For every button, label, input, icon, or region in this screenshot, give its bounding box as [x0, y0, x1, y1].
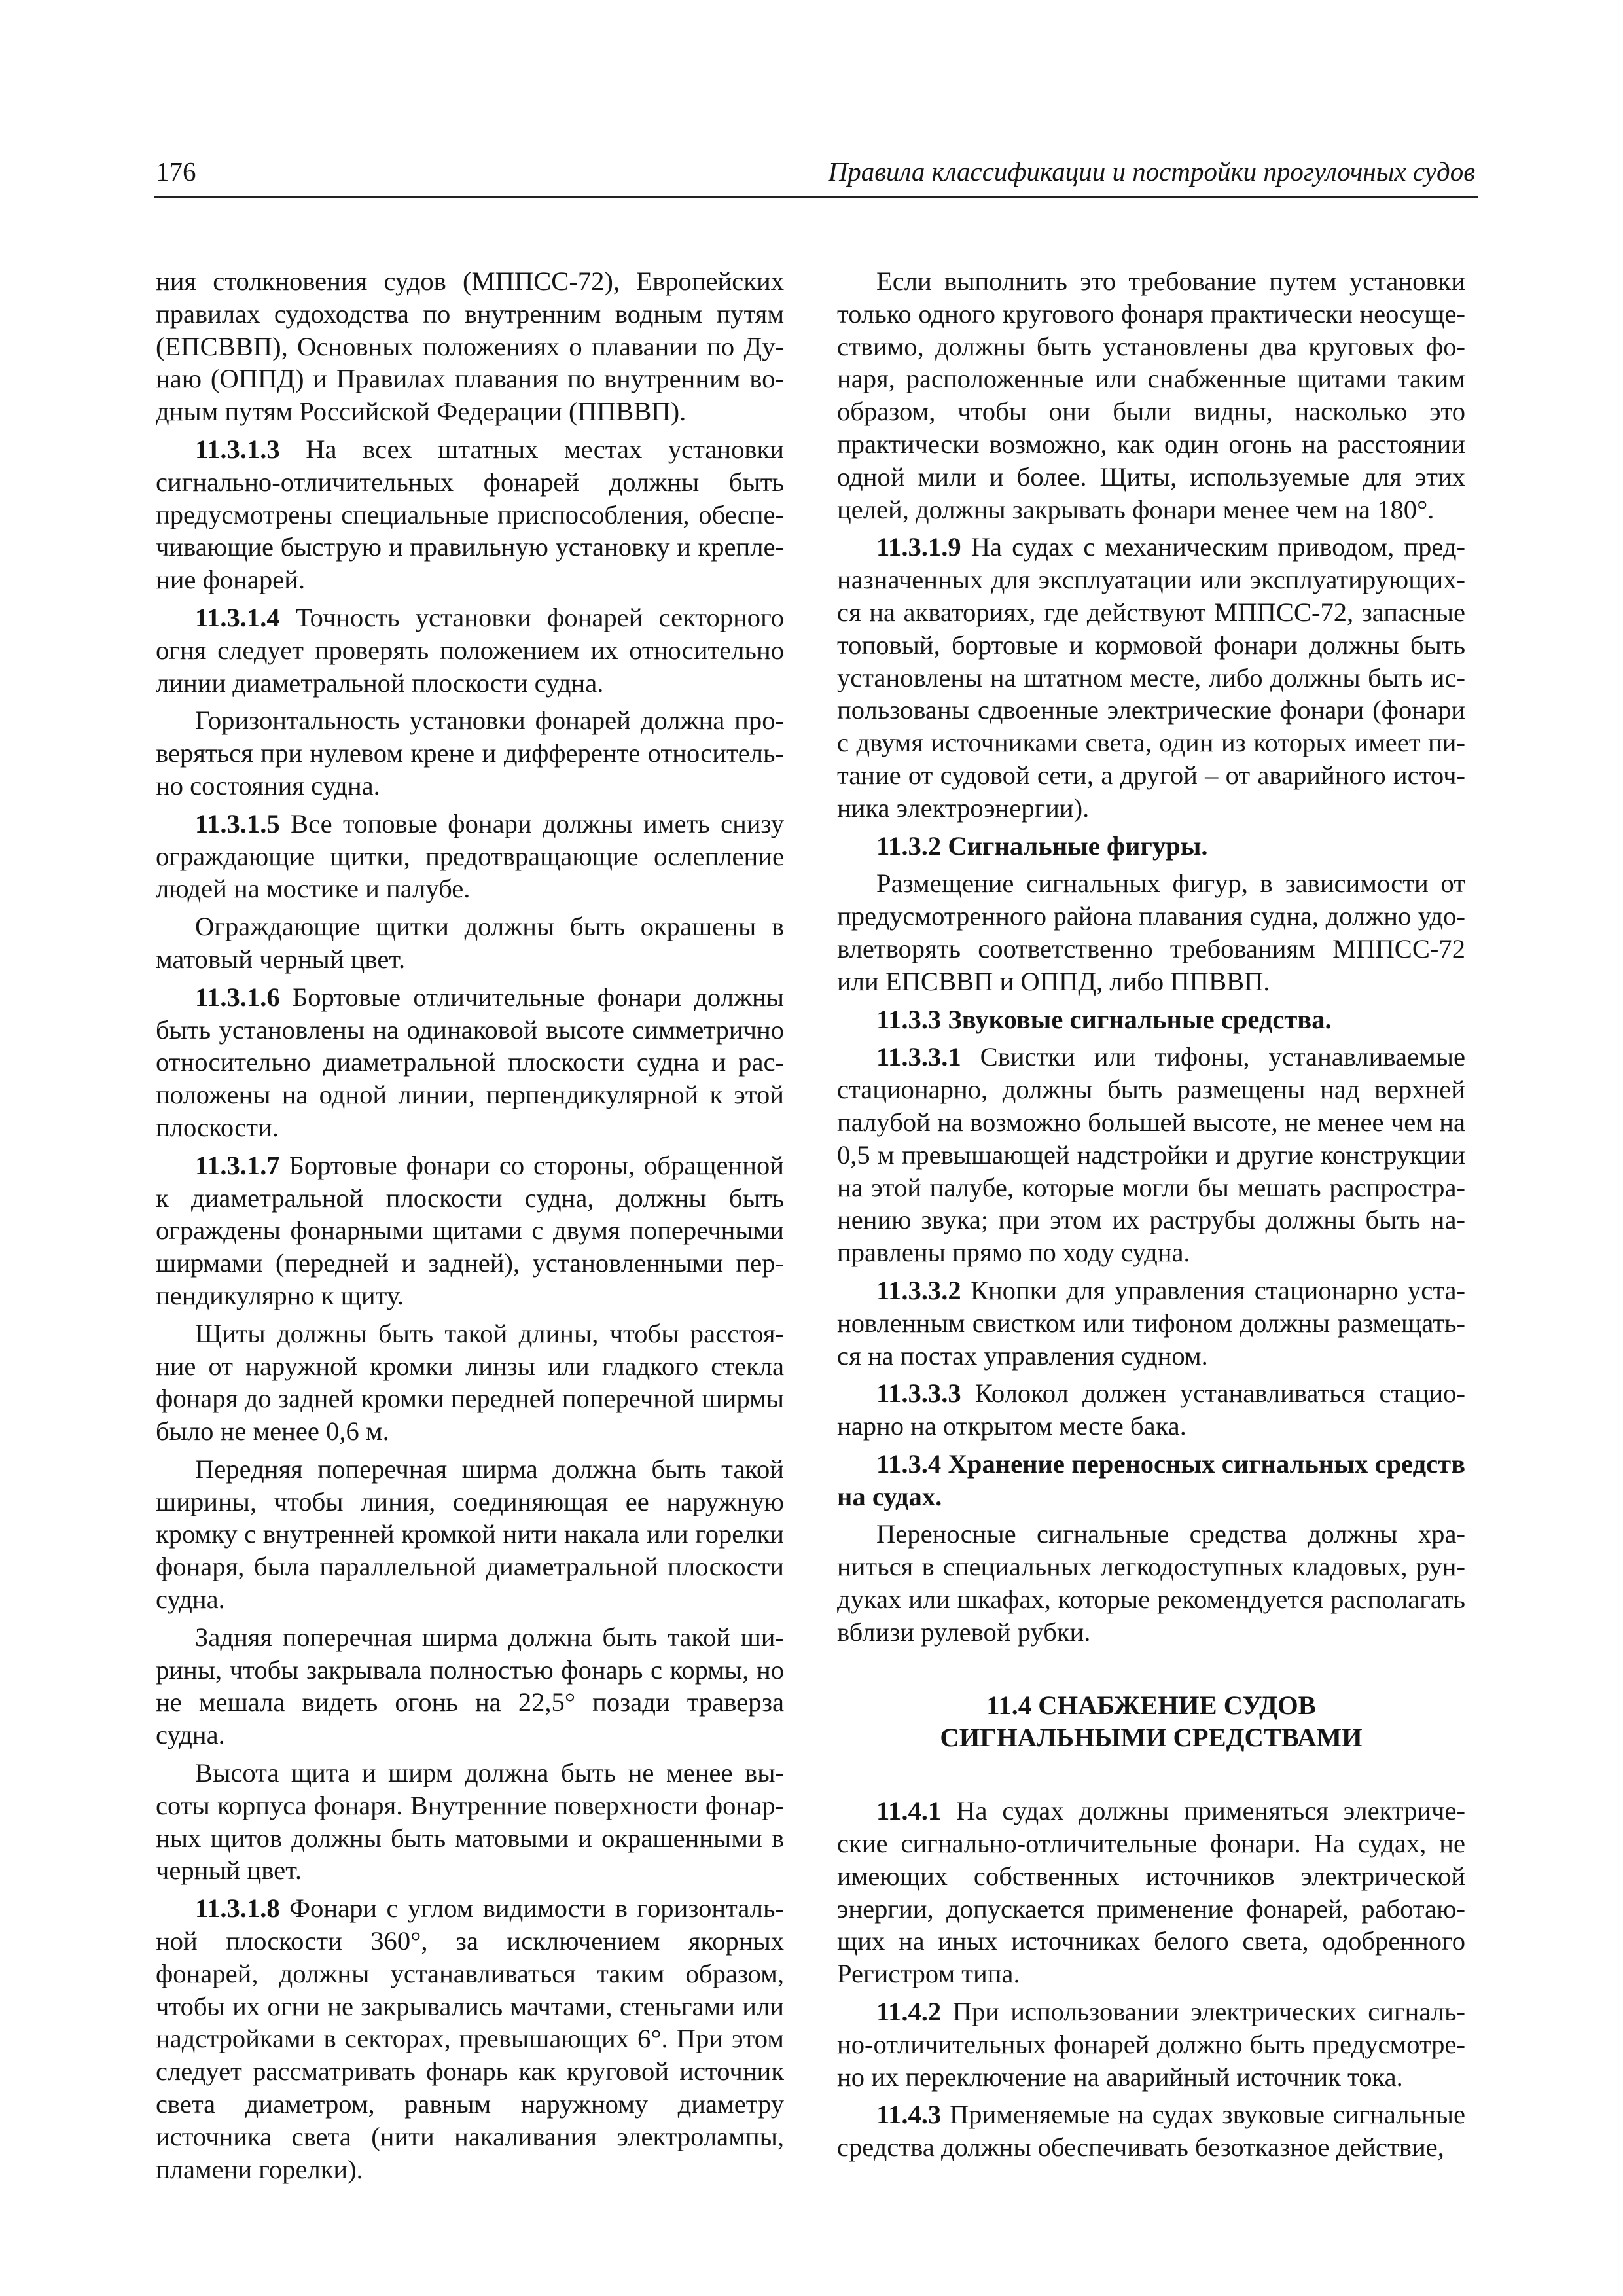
- clause-number: 11.3.3: [876, 1004, 942, 1034]
- clause-number: 11.3.1.5: [195, 808, 280, 838]
- clause-number: 11.3.3.2: [876, 1275, 961, 1305]
- section-title: [837, 1689, 1465, 1755]
- clause-number: 11.4.3: [876, 2100, 942, 2130]
- clause-number: 11.3.4: [876, 1448, 942, 1479]
- paragraph: Щиты должны быть такой длины, чтобы расстояние от наружной кромки линзы или гладкого стекла фонаря до задней кромки передней поперечной ширмы было не менее 0,6 м.: [156, 1318, 784, 1446]
- paragraph: 11.3.1.8 Фонари с углом видимости в горизонтальной плоскости 360°, за исключением якорных фонарей, должны устанавливаться таким образом, чтобы их огни не закрывались мачтами, стеньгами или надстройками в секторах, превышающих 6°. При этом следует рассматривать фонарь как круговой источник света диаметром, равным наружному диаметру источника света (нити накаливания электролампы, пламени горелки).: [156, 1893, 784, 2184]
- running-title: Правила классификации и постройки прогулочных судов: [828, 156, 1475, 187]
- page-number: 176: [156, 156, 196, 187]
- paragraph: 11.4.2 При использовании электрических сигнально-отличительных фонарей должно быть предусмотрено их переключение на аварийный источник тока.: [837, 1997, 1465, 2092]
- page-header: [154, 154, 1478, 198]
- paragraph: 11.4.3 Применяемые на судах звуковые сигнальные средства должны обеспечивать безотказное действие,: [837, 2100, 1465, 2162]
- paragraph: 11.3.1.9 На судах с механическим приводом, предназначенных для эксплуатации или эксплуатирующихся на акваториях, где действуют МППСС-72, запасные топовый, бортовые и кормовой фонари должны быть установлены на штатном месте, либо должны быть использованы сдвоенные электрические фонари (фонари с двумя источниками света, один из которых имеет питание от судовой сети, а другой – от аварийного источника электроэнергии).: [837, 532, 1465, 823]
- paragraph: 11.3.3.3 Колокол должен устанавливаться стационарно на открытом месте бака.: [837, 1378, 1465, 1441]
- paragraph: 11.3.1.4 Точность установки фонарей секторного огня следует проверять положением их относительно линии диаметральной плоскости судна.: [156, 602, 784, 698]
- subsection-heading: 11.3.3 Звуковые сигнальные средства.: [876, 1004, 1332, 1034]
- paragraph: 11.3.1.3 На всех штатных местах установки сигнально-отличительных фонарей должны быть предусмотрены специальные приспособления, обеспечивающие быструю и правильную установку и крепление фонарей.: [156, 434, 784, 595]
- paragraph: Передняя поперечная ширма должна быть такой ширины, чтобы линия, соединяющая ее наружную кромку с внутренней кромкой нити накала или горелки фонаря, была параллельной диаметральной плоскости судна.: [156, 1454, 784, 1615]
- section-title-line-1: 11.4 СНАБЖЕНИЕ СУДОВ: [986, 1690, 1316, 1720]
- paragraph: 11.3.1.6 Бортовые отличительные фонари должны быть установлены на одинаковой высоте симметрично относительно диаметральной плоскости судна и расположены на одной линии, перпендикулярной к этой плоскости.: [156, 982, 784, 1142]
- clause-number: 11.3.1.3: [195, 434, 280, 464]
- section-title-line-2: СИГНАЛЬНЫМИ СРЕДСТВАМИ: [940, 1723, 1363, 1753]
- paragraph: 11.3.3.1 Свистки или тифоны, устанавливаемые стационарно, должны быть размещены над верхней палубой на возможно большей высоте, не менее чем на 0,5 м превышающей надстройки и другие конструкции на этой палубе, которые могли бы мешать распространению звука; при этом их раструбы должны быть направлены прямо по ходу судна.: [837, 1042, 1465, 1268]
- paragraph: 11.4.1 На судах должны применяться электрические сигнально-отличительные фонари. На судах, не имеющих собственных источников электрической энергии, допускается применение фонарей, работающих на иных источниках белого света, одобренного Регистром типа.: [837, 1796, 1465, 1989]
- paragraph: 11.3.1.7 Бортовые фонари со стороны, обращенной к диаметральной плоскости судна, должны быть ограждены фонарными щитами с двумя поперечными ширмами (передней и задней), установленными перпендикулярно к щиту.: [156, 1150, 784, 1310]
- paragraph: Переносные сигнальные средства должны храниться в специальных легкодоступных кладовых, рундуках или шкафах, которые рекомендуется располагать вблизи рулевой рубки.: [837, 1519, 1465, 1647]
- paragraph: Горизонтальность установки фонарей должна проверяться при нулевом крене и дифференте относительно состояния судна.: [156, 706, 784, 800]
- right-column: [837, 265, 1465, 2169]
- clause-number: 11.3.3.1: [876, 1042, 961, 1072]
- clause-number: 11.3.1.7: [195, 1150, 280, 1180]
- clause-number: 11.3.1.6: [195, 982, 280, 1012]
- subsection-heading: 11.3.2 Сигнальные фигуры.: [876, 831, 1208, 861]
- clause-number: 11.4.2: [876, 1997, 942, 2027]
- clause-number: 11.3.1.9: [876, 532, 961, 562]
- paragraph: 11.3.3.2 Кнопки для управления стационарно установленным свистком или тифоном должны размещаться на постах управления судном.: [837, 1275, 1465, 1371]
- paragraph: Ограждающие щитки должны быть окрашены в матовый черный цвет.: [156, 912, 784, 974]
- clause-number: 11.4.1: [876, 1796, 942, 1826]
- paragraph: Высота щита и ширм должна быть не менее высоты корпуса фонаря. Внутренние поверхности фонарных щитов должны быть матовыми и окрашенными в черный цвет.: [156, 1758, 784, 1886]
- clause-number: 11.3.3.3: [876, 1378, 961, 1408]
- clause-number: 11.3.2: [876, 831, 942, 861]
- paragraph: Размещение сигнальных фигур, в зависимости от предусмотренного района плавания судна, должно удовлетворять соответственно требованиям МППСС-72 или ЕПСВВП и ОППД, либо ППВВП.: [837, 869, 1465, 996]
- paragraph: 11.3.1.5 Все топовые фонари должны иметь снизу ограждающие щитки, предотвращающие ослепление людей на мостике и палубе.: [156, 808, 784, 904]
- clause-number: 11.3.1.8: [195, 1893, 280, 1924]
- clause-number: 11.3.1.4: [195, 602, 280, 632]
- paragraph: ния столкновения судов (МППСС-72), Европейских правилах судоходства по внутренним водным путям (ЕПСВВП), Основных положениях о плавании по Дунаю (ОППД) и Правилах плавания по внутренним водным путям Российской Федерации (ППВВП).: [156, 266, 784, 427]
- paragraph: Если выполнить это требование путем установки только одного кругового фонаря практически неосуществимо, должны быть установлены два круговых фонаря, расположенные или снабженные щитами таким образом, чтобы они были видны, насколько это практически возможно, как один огонь на расстоянии одной мили и более. Щиты, используемые для этих целей, должны закрывать фонари менее чем на 180°.: [837, 266, 1465, 524]
- paragraph: Задняя поперечная ширма должна быть такой ширины, чтобы закрывала полностью фонарь с кормы, но не мешала видеть огонь на 22,5° позади траверза судна.: [156, 1622, 784, 1750]
- subsection-heading: 11.3.4 Хранение переносных сигнальных средств на судах.: [837, 1448, 1465, 1511]
- left-column: [156, 265, 784, 2191]
